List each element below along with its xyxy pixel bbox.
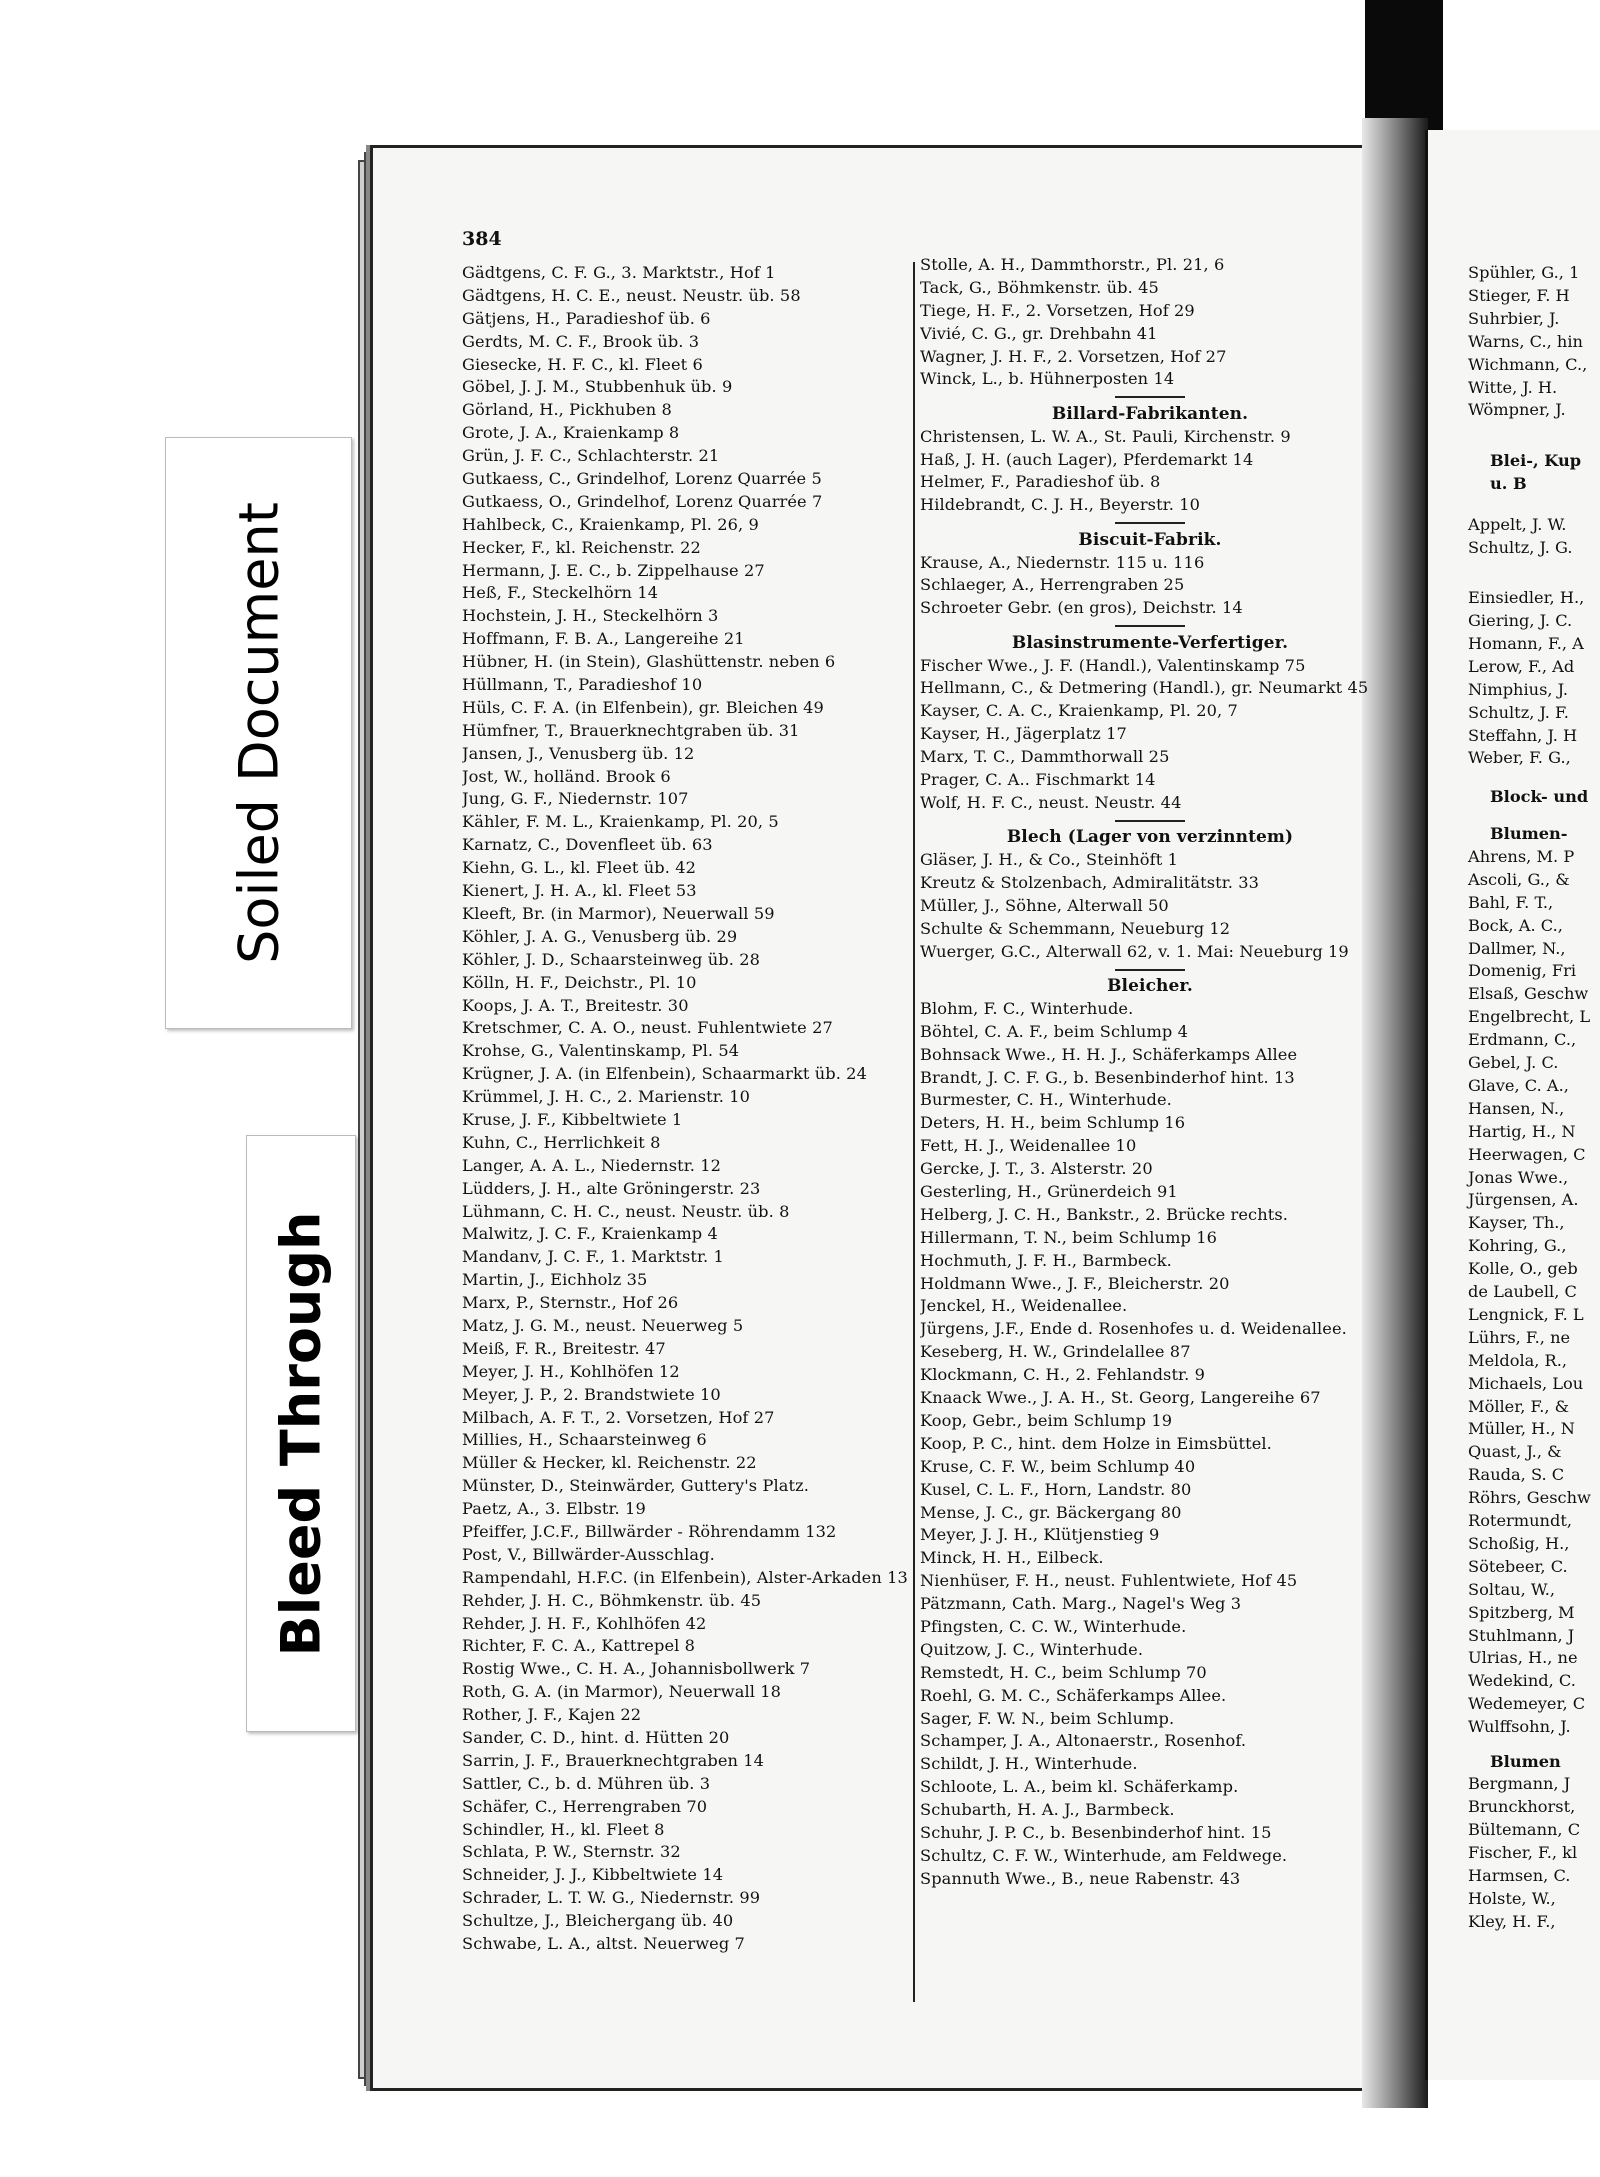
- directory-entry: Wulffsohn, J.: [1468, 1717, 1571, 1737]
- directory-entry: Koop, Gebr., beim Schlump 19: [920, 1410, 1173, 1430]
- directory-entry: Rostig Wwe., C. H. A., Johannisbollwerk 7: [462, 1659, 811, 1679]
- directory-entry: Pätzmann, Cath. Marg., Nagel's Weg 3: [920, 1594, 1242, 1614]
- directory-entry: Hermann, J. E. C., b. Zippelhause 27: [462, 560, 765, 580]
- directory-entry: Ascoli, G., &: [1468, 869, 1570, 889]
- directory-entry: Hochmuth, J. F. H., Barmbeck.: [920, 1250, 1172, 1270]
- directory-entry: Malwitz, J. C. F., Kraienkamp 4: [462, 1224, 718, 1244]
- directory-entry: Rehder, J. H. F., Kohlhöfen 42: [462, 1613, 707, 1633]
- section-heading: Blumen-: [1490, 824, 1568, 844]
- directory-entry: Schuhr, J. P. C., b. Besenbinderhof hint. 15: [920, 1822, 1272, 1842]
- directory-entry: Millies, H., Schaarsteinweg 6: [462, 1430, 707, 1450]
- directory-entry: Sattler, C., b. d. Mühren üb. 3: [462, 1773, 711, 1793]
- directory-entry: Winck, L., b. Hühnerposten 14: [920, 369, 1175, 389]
- directory-entry: Schrader, L. T. W. G., Niedernstr. 99: [462, 1888, 761, 1908]
- middle-column: [920, 254, 1380, 1891]
- directory-entry: Deters, H. H., beim Schlump 16: [920, 1113, 1186, 1133]
- directory-entry: Ahrens, M. P: [1468, 846, 1575, 866]
- directory-entry: Matz, J. G. M., neust. Neuerweg 5: [462, 1315, 744, 1335]
- directory-entry: Hüls, C. F. A. (in Elfenbein), gr. Bleichen 49: [462, 697, 824, 717]
- directory-entry: Kiehn, G. L., kl. Fleet üb. 42: [462, 858, 696, 878]
- directory-entry: Rotermundt,: [1468, 1511, 1572, 1531]
- directory-entry: Heß, F., Steckelhörn 14: [462, 583, 659, 603]
- directory-entry: Jost, W., holländ. Brook 6: [462, 766, 671, 786]
- directory-entry: Kretschmer, C. A. O., neust. Fuhlentwiete 27: [462, 1018, 833, 1038]
- directory-entry: Prager, C. A.. Fischmarkt 14: [920, 770, 1156, 790]
- directory-entry: Gutkaess, O., Grindelhof, Lorenz Quarrée 7: [462, 491, 823, 511]
- directory-entry: Michaels, Lou: [1468, 1373, 1584, 1393]
- directory-entry: Engelbrecht, L: [1468, 1007, 1591, 1027]
- directory-entry: Wömpner, J.: [1468, 400, 1566, 420]
- directory-entry: Haß, J. H. (auch Lager), Pferdemarkt 14: [920, 449, 1254, 469]
- directory-entry: Schloote, L. A., beim kl. Schäferkamp.: [920, 1777, 1239, 1797]
- directory-entry: Köhler, J. A. G., Venusberg üb. 29: [462, 926, 738, 946]
- directory-entry: Jonas Wwe.,: [1468, 1167, 1569, 1187]
- directory-entry: Giering, J. C.: [1468, 611, 1573, 631]
- directory-entry: Knaack Wwe., J. A. H., St. Georg, Langereihe 67: [920, 1388, 1321, 1408]
- directory-entry: Glave, C. A.,: [1468, 1075, 1569, 1095]
- directory-entry: Kayser, C. A. C., Kraienkamp, Pl. 20, 7: [920, 701, 1238, 721]
- directory-entry: Lührs, F., ne: [1468, 1327, 1571, 1347]
- directory-entry: Wagner, J. H. F., 2. Vorsetzen, Hof 27: [920, 346, 1227, 366]
- directory-entry: Bültemann, C: [1468, 1820, 1581, 1840]
- directory-entry: Schwabe, L. A., altst. Neuerweg 7: [462, 1934, 745, 1954]
- directory-entry: Schubarth, H. A. J., Barmbeck.: [920, 1800, 1175, 1820]
- directory-entry: Pfingsten, C. C. W., Winterhude.: [920, 1616, 1187, 1636]
- directory-entry: Müller, H., N: [1468, 1419, 1575, 1439]
- directory-entry: Burmester, C. H., Winterhude.: [920, 1090, 1172, 1110]
- directory-entry: Sager, F. W. N., beim Schlump.: [920, 1708, 1175, 1728]
- directory-entry: Jenckel, H., Weidenallee.: [920, 1296, 1128, 1316]
- directory-entry: Jürgensen, A.: [1468, 1190, 1579, 1210]
- directory-entry: Wedekind, C.: [1468, 1671, 1576, 1691]
- directory-entry: Homann, F., A: [1468, 633, 1584, 653]
- directory-entry: Marx, P., Sternstr., Hof 26: [462, 1293, 679, 1313]
- directory-entry: Roehl, G. M. C., Schäferkamps Allee.: [920, 1685, 1227, 1705]
- directory-entry: Quast, J., &: [1468, 1442, 1562, 1462]
- directory-entry: Tack, G., Böhmkenstr. üb. 45: [920, 277, 1159, 297]
- directory-entry: Göbel, J. J. M., Stubbenhuk üb. 9: [462, 377, 733, 397]
- directory-entry: Sötebeer, C.: [1468, 1556, 1568, 1576]
- section-heading: Blumen: [1490, 1751, 1561, 1771]
- directory-entry: Kruse, J. F., Kibbeltwiete 1: [462, 1109, 683, 1129]
- directory-entry: Steffahn, J. H: [1468, 725, 1578, 745]
- directory-entry: Keseberg, H. W., Grindelallee 87: [920, 1342, 1191, 1362]
- directory-entry: Münster, D., Steinwärder, Guttery's Platz.: [462, 1476, 809, 1496]
- directory-entry: Schildt, J. H., Winterhude.: [920, 1754, 1138, 1774]
- directory-entry: Weber, F. G.,: [1468, 748, 1571, 768]
- directory-entry: Krohse, G., Valentinskamp, Pl. 54: [462, 1041, 740, 1061]
- directory-entry: Blohm, F. C., Winterhude.: [920, 998, 1134, 1018]
- directory-entry: Ulrias, H., ne: [1468, 1648, 1578, 1668]
- section-rule: [920, 815, 1380, 826]
- directory-entry: Hüllmann, T., Paradieshof 10: [462, 675, 703, 695]
- left-column: [462, 262, 912, 1956]
- directory-entry: Gätjens, H., Paradieshof üb. 6: [462, 308, 711, 328]
- directory-entry: Sarrin, J. F., Brauerknechtgraben 14: [462, 1750, 765, 1770]
- directory-entry: Lerow, F., Ad: [1468, 656, 1575, 676]
- directory-entry: Roth, G. A. (in Marmor), Neuerwall 18: [462, 1682, 782, 1702]
- directory-entry: Hansen, N.,: [1468, 1098, 1565, 1118]
- directory-entry: Spitzberg, M: [1468, 1602, 1575, 1622]
- directory-entry: Schroeter Gebr. (en gros), Deichstr. 14: [920, 598, 1243, 618]
- directory-entry: Giesecke, H. F. C., kl. Fleet 6: [462, 354, 703, 374]
- directory-entry: Nimphius, J.: [1468, 679, 1569, 699]
- directory-entry: Böhtel, C. A. F., beim Schlump 4: [920, 1021, 1188, 1041]
- directory-entry: Erdmann, C.,: [1468, 1030, 1577, 1050]
- directory-entry: Hellmann, C., & Detmering (Handl.), gr. Neumarkt 45: [920, 678, 1369, 698]
- directory-entry: Mandanv, J. C. F., 1. Marktstr. 1: [462, 1247, 724, 1267]
- directory-entry: Gesterling, H., Grünerdeich 91: [920, 1182, 1178, 1202]
- directory-entry: Kleeft, Br. (in Marmor), Neuerwall 59: [462, 903, 775, 923]
- directory-entry: Spühler, G., 1: [1468, 263, 1580, 282]
- directory-entry: Jürgens, J.F., Ende d. Rosenhofes u. d. Weidenallee.: [920, 1319, 1347, 1339]
- directory-entry: Röhrs, Geschw: [1468, 1488, 1591, 1508]
- directory-entry: Lüdders, J. H., alte Gröningerstr. 23: [462, 1178, 761, 1198]
- directory-entry: Jansen, J., Venusberg üb. 12: [462, 743, 695, 763]
- directory-entry: Jung, G. F., Niedernstr. 107: [462, 789, 689, 809]
- directory-entry: Paetz, A., 3. Elbstr. 19: [462, 1499, 646, 1519]
- directory-entry: Minck, H. H., Eilbeck.: [920, 1548, 1104, 1568]
- directory-entry: Schlaeger, A., Herrengraben 25: [920, 575, 1185, 595]
- directory-entry: Fischer, F., kl: [1468, 1843, 1578, 1863]
- directory-entry: Hildebrandt, C. J. H., Beyerstr. 10: [920, 495, 1201, 515]
- directory-entry: Wolf, H. F. C., neust. Neustr. 44: [920, 792, 1182, 812]
- directory-entry: Dallmer, N.,: [1468, 938, 1566, 958]
- directory-entry: Krügner, J. A. (in Elfenbein), Schaarmarkt üb. 24: [462, 1064, 867, 1084]
- directory-entry: Brunckhorst,: [1468, 1797, 1576, 1817]
- directory-entry: Vivié, C. G., gr. Drehbahn 41: [920, 323, 1158, 343]
- directory-entry: Schultz, J. F.: [1468, 702, 1569, 722]
- directory-entry: Bohnsack Wwe., H. H. J., Schäferkamps Allee: [920, 1044, 1298, 1064]
- directory-entry: Einsiedler, H.,: [1468, 588, 1585, 608]
- directory-entry: Gädtgens, H. C. E., neust. Neustr. üb. 58: [462, 285, 801, 305]
- directory-entry: Klockmann, C. H., 2. Fehlandstr. 9: [920, 1365, 1206, 1385]
- directory-entry: Hoffmann, F. B. A., Langereihe 21: [462, 629, 745, 649]
- directory-entry: Nienhüser, F. H., neust. Fuhlentwiete, Hof 45: [920, 1571, 1298, 1591]
- directory-entry: Mense, J. C., gr. Bäckergang 80: [920, 1502, 1182, 1522]
- section-rule: [920, 391, 1380, 402]
- directory-entry: Müller & Hecker, kl. Reichenstr. 22: [462, 1453, 757, 1473]
- directory-entry: Hahlbeck, C., Kraienkamp, Pl. 26, 9: [462, 514, 759, 534]
- directory-entry: de Laubell, C: [1468, 1282, 1577, 1302]
- section-heading: Billard-Fabrikanten.: [1051, 403, 1249, 424]
- directory-entry: Möller, F., &: [1468, 1396, 1570, 1416]
- section-rule: [920, 620, 1380, 631]
- section-heading: u. B: [1490, 473, 1527, 493]
- directory-entry: Schlata, P. W., Sternstr. 32: [462, 1842, 681, 1862]
- directory-entry: Hartig, H., N: [1468, 1121, 1576, 1141]
- directory-entry: Appelt, J. W.: [1468, 514, 1567, 534]
- directory-entry: Grote, J. A., Kraienkamp 8: [462, 423, 680, 443]
- directory-entry: Kähler, F. M. L., Kraienkamp, Pl. 20, 5: [462, 812, 779, 832]
- column-divider: [913, 262, 915, 2002]
- directory-entry: Marx, T. C., Dammthorwall 25: [920, 747, 1170, 767]
- directory-entry: Kruse, C. F. W., beim Schlump 40: [920, 1456, 1196, 1476]
- directory-entry: Hochstein, J. H., Steckelhörn 3: [462, 606, 719, 626]
- scan-dark-edge: [1365, 0, 1443, 135]
- directory-entry: Köhler, J. D., Schaarsteinweg üb. 28: [462, 949, 761, 969]
- directory-entry: Meyer, J. H., Kohlhöfen 12: [462, 1361, 680, 1381]
- directory-entry: Görland, H., Pickhuben 8: [462, 400, 672, 420]
- section-heading: Blech (Lager von verzinntem): [1006, 827, 1294, 848]
- directory-entry: Lengnick, F. L: [1468, 1304, 1584, 1324]
- directory-entry: Langer, A. A. L., Niedernstr. 12: [462, 1155, 722, 1175]
- directory-entry: Wedemeyer, C: [1468, 1694, 1586, 1714]
- bleed-through-label: Bleed Through: [269, 1211, 333, 1656]
- directory-entry: Koops, J. A. T., Breitestr. 30: [462, 995, 689, 1015]
- directory-entry: Kley, H. F.,: [1468, 1911, 1556, 1931]
- directory-entry: Stieger, F. H: [1468, 285, 1570, 305]
- directory-entry: Koop, P. C., hint. dem Holze in Eimsbüttel.: [920, 1433, 1272, 1453]
- section-heading: Blasinstrumente-Verfertiger.: [1011, 632, 1289, 653]
- directory-entry: Quitzow, J. C., Winterhude.: [920, 1639, 1144, 1659]
- directory-entry: Kreutz & Stolzenbach, Admiralitätstr. 33: [920, 873, 1260, 893]
- directory-entry: Kienert, J. H. A., kl. Fleet 53: [462, 881, 697, 901]
- directory-entry: Witte, J. H.: [1468, 377, 1558, 397]
- directory-entry: Spannuth Wwe., B., neue Rabenstr. 43: [920, 1868, 1241, 1888]
- directory-entry: Sander, C. D., hint. d. Hütten 20: [462, 1728, 730, 1747]
- section-rule: [920, 964, 1380, 975]
- directory-entry: Hübner, H. (in Stein), Glashüttenstr. neben 6: [462, 652, 836, 672]
- directory-entry: Gerdts, M. C. F., Brook üb. 3: [462, 331, 700, 351]
- page-number: 384: [462, 228, 502, 250]
- directory-entry: Wichmann, C.,: [1468, 354, 1588, 374]
- section-heading: Biscuit-Fabrik.: [1078, 529, 1222, 550]
- section-heading: Bleicher.: [1107, 976, 1193, 997]
- directory-entry: Schulte & Schemmann, Neueburg 12: [920, 918, 1231, 938]
- directory-entry: Tiege, H. F., 2. Vorsetzen, Hof 29: [920, 300, 1195, 320]
- directory-entry: Bock, A. C.,: [1468, 915, 1563, 935]
- directory-entry: Hümfner, T., Brauerknechtgraben üb. 31: [462, 720, 800, 740]
- directory-entry: Domenig, Fri: [1468, 961, 1577, 981]
- directory-entry: Schindler, H., kl. Fleet 8: [462, 1819, 665, 1839]
- directory-entry: Helberg, J. C. H., Bankstr., 2. Brücke rechts.: [920, 1204, 1288, 1224]
- section-heading: Block- und: [1490, 787, 1589, 807]
- directory-entry: Richter, F. C. A., Kattrepel 8: [462, 1636, 696, 1656]
- directory-entry: Gercke, J. T., 3. Alsterstr. 20: [920, 1159, 1153, 1179]
- directory-entry: Schneider, J. J., Kibbeltwiete 14: [462, 1865, 724, 1885]
- directory-entry: Milbach, A. F. T., 2. Vorsetzen, Hof 27: [462, 1407, 775, 1427]
- directory-entry: Kayser, Th.,: [1468, 1213, 1565, 1233]
- directory-entry: Bergmann, J: [1468, 1774, 1571, 1794]
- directory-entry: Schoßig, H.,: [1468, 1533, 1570, 1553]
- directory-entry: Holdmann Wwe., J. F., Bleicherstr. 20: [920, 1273, 1230, 1293]
- directory-entry: Krümmel, J. H. C., 2. Marienstr. 10: [462, 1087, 751, 1107]
- directory-entry: Schäfer, C., Herrengraben 70: [462, 1796, 708, 1816]
- directory-entry: Gädtgens, C. F. G., 3. Marktstr., Hof 1: [462, 263, 776, 282]
- directory-entry: Suhrbier, J.: [1468, 308, 1560, 328]
- directory-entry: Gebel, J. C.: [1468, 1053, 1559, 1073]
- directory-entry: Müller, J., Söhne, Alterwall 50: [920, 895, 1169, 915]
- directory-entry: Gläser, J. H., & Co., Steinhöft 1: [920, 850, 1178, 870]
- section-rule: [920, 517, 1380, 528]
- directory-entry: Remstedt, H. C., beim Schlump 70: [920, 1662, 1207, 1682]
- directory-entry: Kuhn, C., Herrlichkeit 8: [462, 1132, 661, 1152]
- bleed-through-tab[interactable]: [246, 1135, 356, 1732]
- directory-entry: Rehder, J. H. C., Böhmkenstr. üb. 45: [462, 1590, 762, 1610]
- directory-entry: Meyer, J. P., 2. Brandstwiete 10: [462, 1384, 721, 1404]
- directory-entry: Rampendahl, H.F.C. (in Elfenbein), Alster-Arkaden 13: [462, 1567, 908, 1587]
- directory-entry: Brandt, J. C. F. G., b. Besenbinderhof hint. 13: [920, 1067, 1295, 1087]
- directory-entry: Gutkaess, C., Grindelhof, Lorenz Quarrée 5: [462, 469, 822, 489]
- directory-entry: Meldola, R.,: [1468, 1350, 1568, 1370]
- soiled-document-tab[interactable]: [165, 437, 352, 1029]
- directory-entry: Kohring, G.,: [1468, 1236, 1567, 1256]
- directory-entry: Stuhlmann, J: [1468, 1625, 1575, 1645]
- directory-entry: Kölln, H. F., Deichstr., Pl. 10: [462, 972, 697, 992]
- directory-entry: Wuerger, G.C., Alterwall 62, v. 1. Mai: Neueburg 19: [920, 941, 1349, 961]
- directory-entry: Rother, J. F., Kajen 22: [462, 1705, 642, 1725]
- directory-entry: Christensen, L. W. A., St. Pauli, Kirchenstr. 9: [920, 426, 1291, 446]
- directory-entry: Fischer Wwe., J. F. (Handl.), Valentinskamp 75: [920, 655, 1306, 675]
- directory-entry: Schultz, C. F. W., Winterhude, am Feldwege.: [920, 1845, 1288, 1865]
- directory-entry: Meyer, J. J. H., Klütjenstieg 9: [920, 1525, 1160, 1545]
- directory-entry: Rauda, S. C: [1468, 1465, 1565, 1485]
- directory-entry: Hillermann, T. N., beim Schlump 16: [920, 1227, 1218, 1247]
- directory-entry: Fett, H. J., Weidenallee 10: [920, 1136, 1137, 1156]
- directory-entry: Soltau, W.,: [1468, 1579, 1555, 1599]
- directory-entry: Schultze, J., Bleichergang üb. 40: [462, 1911, 734, 1931]
- directory-entry: Elsaß, Geschw: [1468, 984, 1589, 1004]
- directory-entry: Hecker, F., kl. Reichenstr. 22: [462, 537, 701, 557]
- directory-entry: Holste, W.,: [1468, 1888, 1556, 1908]
- directory-entry: Meiß, F. R., Breitestr. 47: [462, 1338, 666, 1358]
- directory-entry: Warns, C., hin: [1468, 331, 1583, 351]
- directory-entry: Helmer, F., Paradieshof üb. 8: [920, 472, 1161, 492]
- directory-entry: Kolle, O., geb: [1468, 1259, 1578, 1279]
- directory-entry: Post, V., Billwärder-Ausschlag.: [462, 1544, 715, 1564]
- directory-entry: Schultz, J. G.: [1468, 537, 1573, 557]
- directory-entry: Kayser, H., Jägerplatz 17: [920, 724, 1127, 744]
- directory-entry: Krause, A., Niedernstr. 115 u. 116: [920, 552, 1205, 572]
- directory-entry: Harmsen, C.: [1468, 1866, 1571, 1885]
- directory-entry: Martin, J., Eichholz 35: [462, 1270, 648, 1290]
- directory-entry: Bahl, F. T.,: [1468, 892, 1554, 912]
- directory-entry: Stolle, A. H., Dammthorstr., Pl. 21, 6: [920, 255, 1225, 274]
- directory-entry: Grün, J. F. C., Schlachterstr. 21: [462, 446, 720, 466]
- directory-entry: Kusel, C. L. F., Horn, Landstr. 80: [920, 1479, 1192, 1499]
- soiled-document-label: Soiled Document: [227, 502, 290, 964]
- directory-entry: Heerwagen, C: [1468, 1144, 1586, 1164]
- section-heading: Blei-, Kup: [1490, 450, 1582, 470]
- directory-entry: Lühmann, C. H. C., neust. Neustr. üb. 8: [462, 1201, 790, 1221]
- directory-entry: Karnatz, C., Dovenfleet üb. 63: [462, 835, 713, 855]
- directory-entry: Schamper, J. A., Altonaerstr., Rosenhof.: [920, 1731, 1247, 1751]
- directory-entry: Pfeiffer, J.C.F., Billwärder - Röhrendamm 132: [462, 1521, 837, 1541]
